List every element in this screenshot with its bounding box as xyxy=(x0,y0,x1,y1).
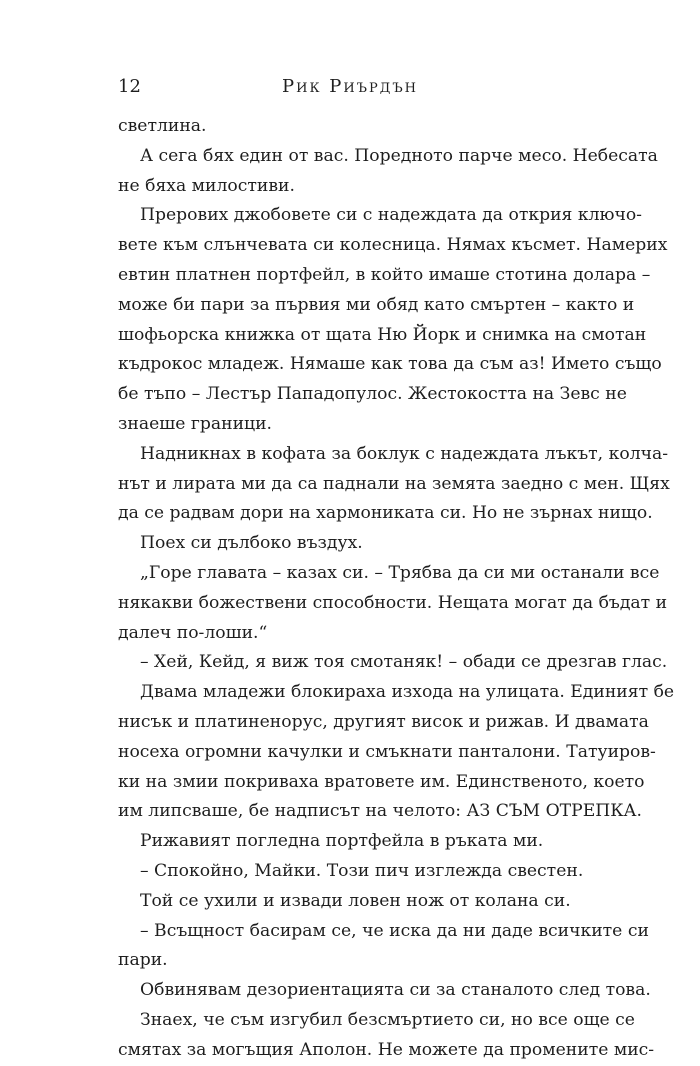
text-line: Знаех, че съм изгубил безсмъртието си, но все още се xyxy=(140,1009,635,1030)
text-line: къдрокос младеж. Нямаше как това да съм аз! Името също xyxy=(118,354,662,375)
text-line: Преровиx джобовете си с надеждата да открия ключо- xyxy=(140,205,642,226)
text-line: ки на змии покриваха вратовете им. Единственото, което xyxy=(118,771,645,792)
text-line: може би пари за първия ми обяд като смъртен – както и xyxy=(118,294,635,315)
text-line: нът и лирата ми да са паднали на земята заедно с мен. Щях xyxy=(118,473,670,494)
text-line: Той се ухили и извади ловен нож от колана си. xyxy=(140,890,571,911)
text-line: Поех си дълбоко въздух. xyxy=(140,533,363,554)
text-line: бе тъпо – Лестър Пападопулос. Жестокостта на Зевс не xyxy=(118,384,627,405)
text-line: не бяха милостиви. xyxy=(118,175,295,196)
text-line: Двама младежи блокираха изхода на улицата. Единият бе xyxy=(140,682,675,703)
text-line: знаеше граници. xyxy=(118,413,272,434)
body-text xyxy=(118,112,675,1066)
running-head-author: Рик Риърдън xyxy=(282,76,418,97)
text-line: им липсваше, бе надписът на челото: АЗ СЪМ ОТРЕПКА. xyxy=(118,801,643,822)
text-line: далеч по-лоши.“ xyxy=(118,622,268,643)
page-header xyxy=(118,76,582,100)
text-line: – Спокойно, Майки. Този пич изглежда свестен. xyxy=(140,860,584,881)
text-line: някакви божествени способности. Нещата могат да бъдат и xyxy=(118,592,668,613)
text-line: Надникнах в кофата за боклук с надеждата лъкът, колча- xyxy=(140,443,669,464)
text-line: – Хей, Кейд, я виж тоя смотаняк! – обади се дрезгав глас. xyxy=(140,652,668,673)
text-line: шофьорска книжка от щата Ню Йорк и снимка на смотан xyxy=(118,324,647,345)
text-line: вете към слънчевата си колесница. Нямах късмет. Намерих xyxy=(118,235,668,256)
text-line: евтин платнен портфейл, в който имаше стотина долара – xyxy=(118,264,651,285)
text-line: носеха огромни качулки и смъкнати панталони. Татуиров- xyxy=(118,741,656,762)
text-line: пари. xyxy=(118,950,168,971)
text-line: Обвинявам дезориентацията си за станалото след това. xyxy=(140,980,651,1001)
page-number: 12 xyxy=(118,76,141,97)
text-line: „Горе главата – казах си. – Трябва да си ми останали все xyxy=(140,562,660,583)
text-line: смятах за могъщия Аполон. Не можете да промените мис- xyxy=(118,1039,655,1060)
text-line: А сега бях един от вас. Поредното парче месо. Небесата xyxy=(140,145,658,166)
text-line: да се радвам дори на хармониката си. Но не зърнах нищо. xyxy=(118,503,653,524)
text-line: нисък и платиненорус, другият висок и рижав. И двамата xyxy=(118,711,649,732)
text-line: Рижавият погледна портфейла в ръката ми. xyxy=(140,831,544,852)
text-line: – Всъщност басирам се, че иска да ни даде всичките си xyxy=(140,920,649,941)
text-line: светлина. xyxy=(118,116,207,136)
